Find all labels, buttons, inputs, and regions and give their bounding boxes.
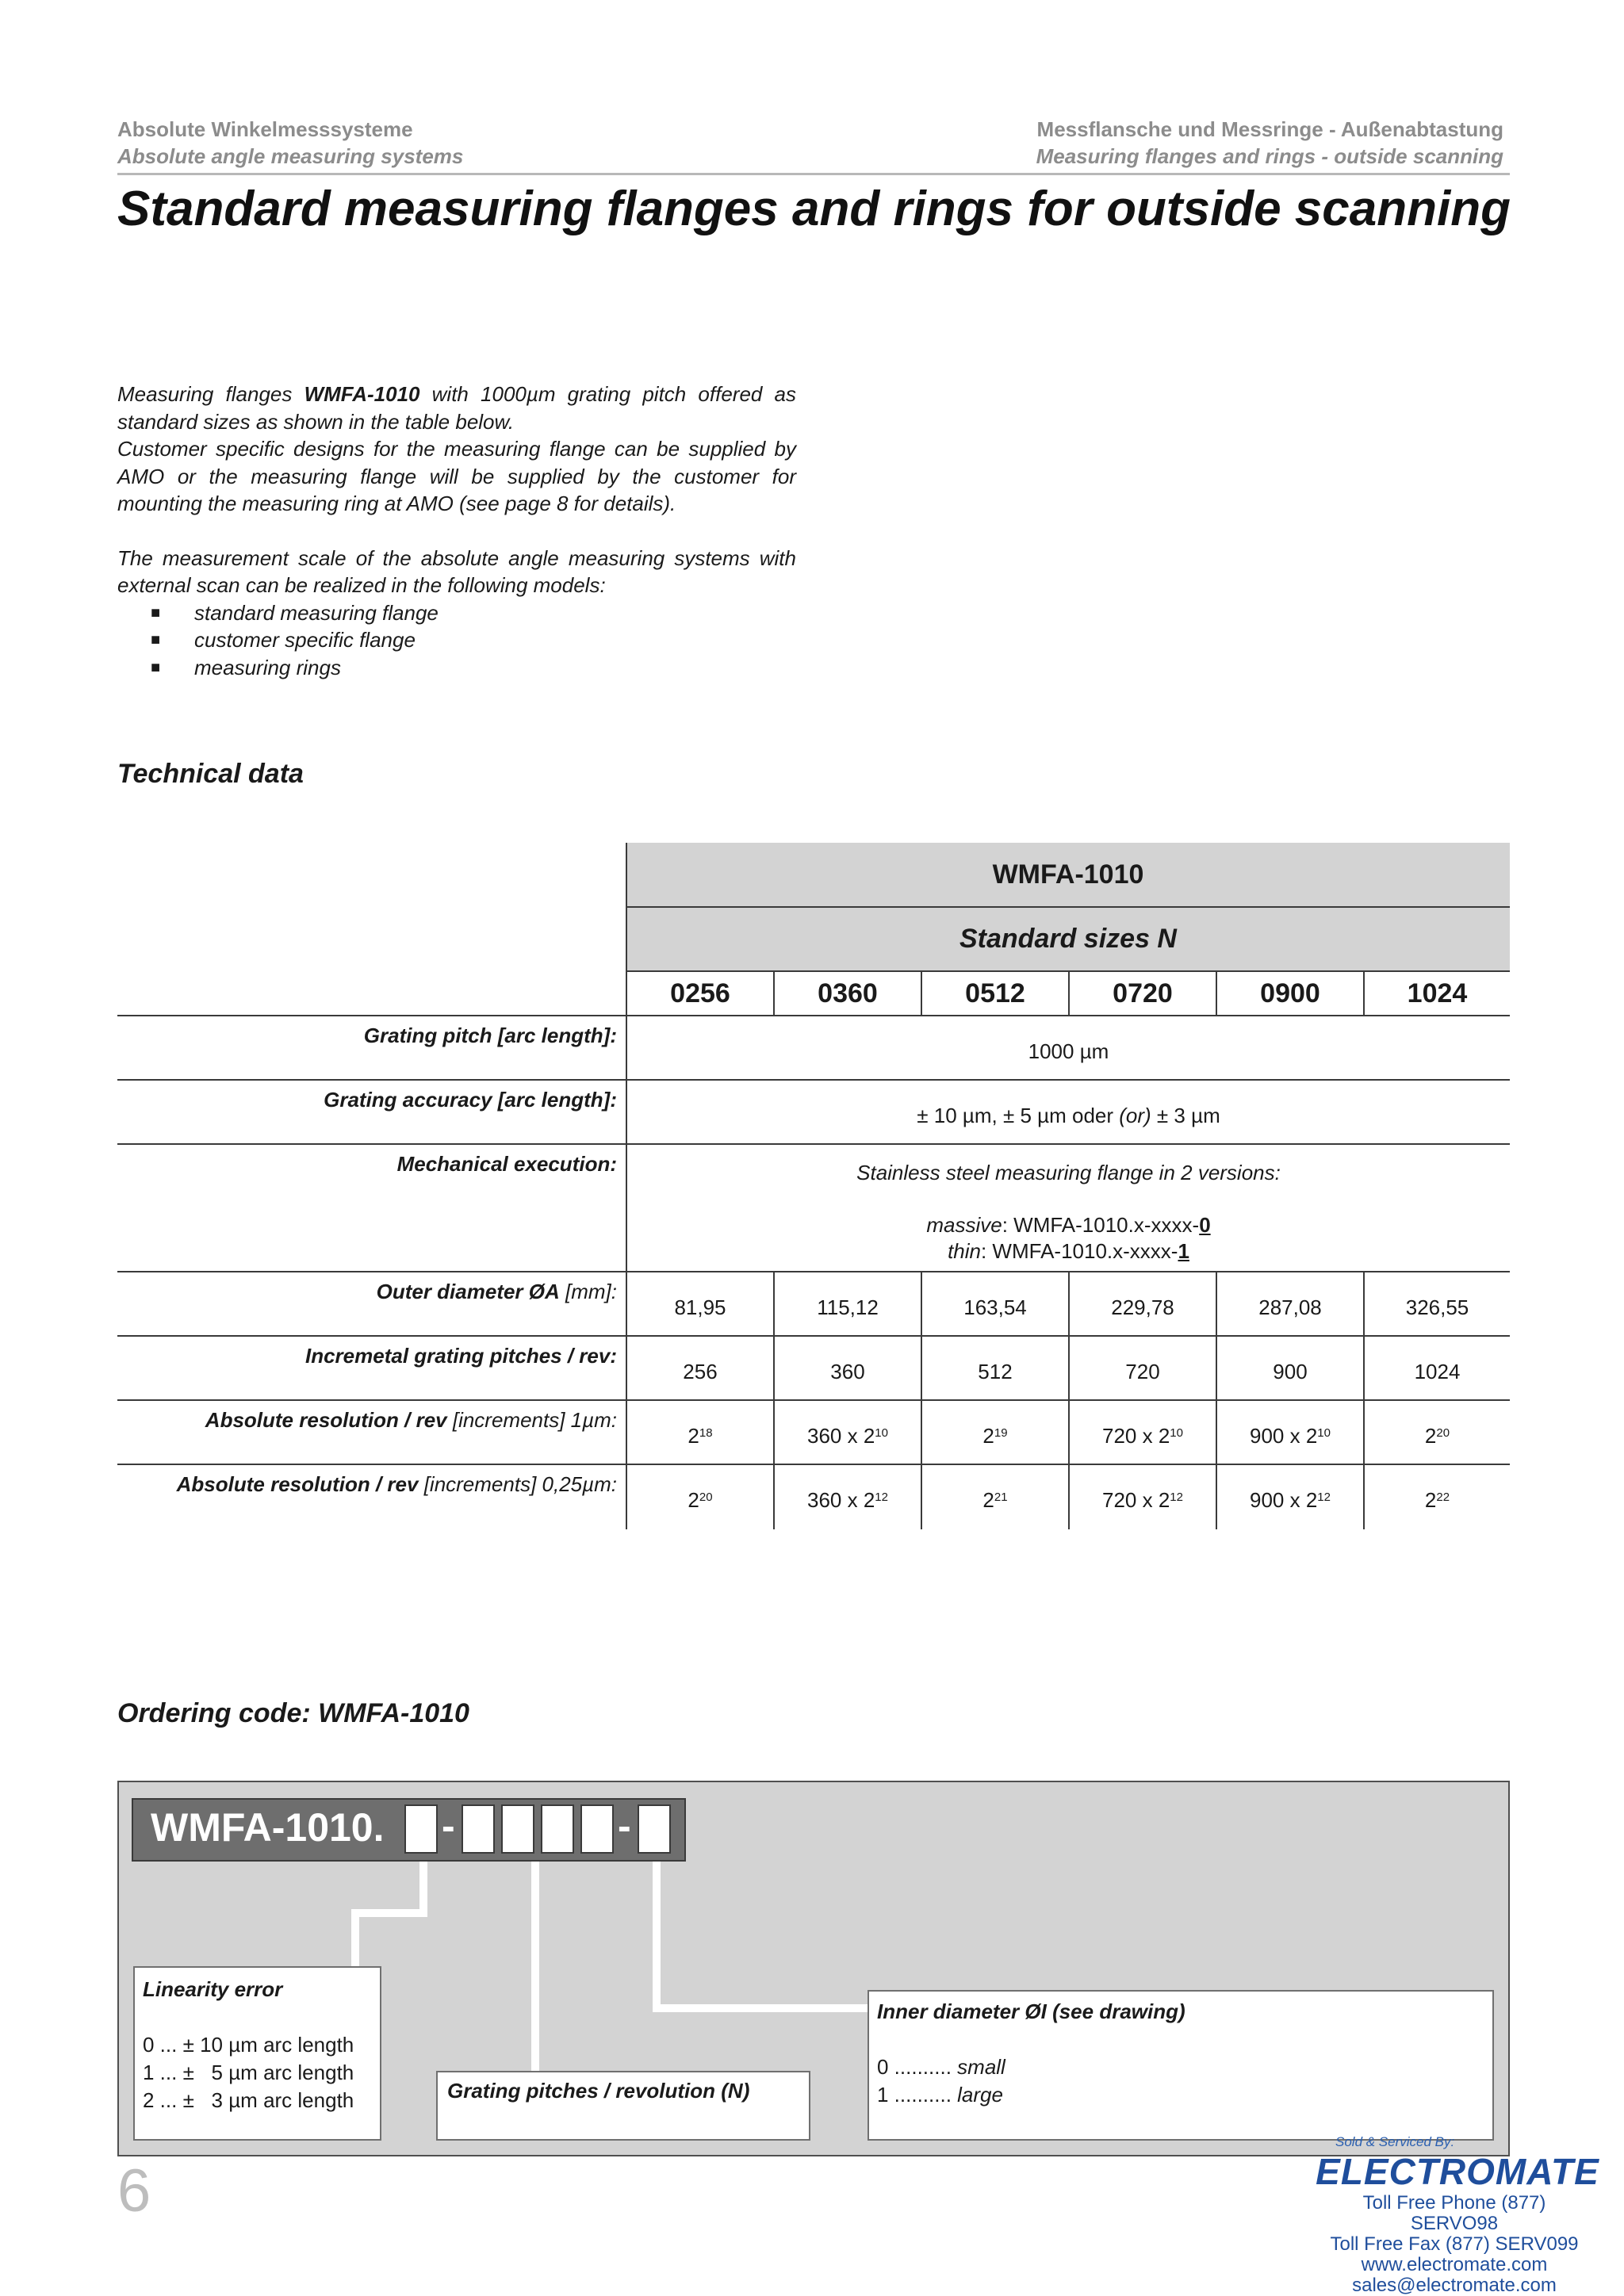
accuracy-or: (or) xyxy=(1119,1104,1151,1127)
accuracy-a: ± 10 µm, ± 5 µm oder xyxy=(917,1104,1120,1127)
od-label: Outer diameter ØA xyxy=(376,1280,560,1303)
abs1-exp: 18 xyxy=(699,1426,713,1440)
header-divider xyxy=(117,173,1510,175)
website-link[interactable]: www.electromate.com xyxy=(1361,2254,1548,2275)
size-header: 0720 xyxy=(1113,978,1173,1008)
abs1-value xyxy=(922,1401,1068,1464)
abs1-base: 2 xyxy=(1424,1424,1437,1448)
row-label-abs-025um xyxy=(117,1472,617,1497)
abs1-label-rest: [increments] 1µm: xyxy=(446,1408,617,1432)
od-value: 229,78 xyxy=(1111,1295,1174,1319)
abs1-value xyxy=(627,1401,773,1464)
abs1-base: 360 x 2 xyxy=(807,1424,875,1448)
header-left-de: Absolute Winkelmesssysteme xyxy=(117,117,413,141)
code-dash: - xyxy=(618,1804,631,1848)
header-left xyxy=(117,116,463,170)
sold-by-text: Sold & Serviced By: xyxy=(1335,2134,1455,2149)
mech-massive xyxy=(627,1212,1510,1238)
pitch-value: 1000 µm xyxy=(1028,1039,1109,1063)
mech-thin-digit: 1 xyxy=(1178,1239,1189,1263)
abs2-value xyxy=(627,1465,773,1528)
electromate-logo xyxy=(1316,2134,1599,2296)
code-slot-pitch-2 xyxy=(501,1804,534,1854)
mech-thin-label: thin xyxy=(948,1239,981,1263)
abs2-label: Absolute resolution / rev xyxy=(176,1472,419,1496)
connector-line xyxy=(351,1909,359,1966)
intro-p1-start: Measuring flanges xyxy=(117,382,304,406)
toll-free-phone: Toll Free Phone (877) SERVO98 xyxy=(1362,2192,1546,2234)
page-title: Standard measuring flanges and rings for outside scanning xyxy=(117,182,1511,236)
size-header: 0256 xyxy=(670,978,730,1008)
row-label-outer-diameter xyxy=(117,1280,617,1304)
connector-line xyxy=(653,1862,661,2012)
email-link[interactable]: sales@electromate.com xyxy=(1352,2275,1557,2296)
abs1-exp: 10 xyxy=(1317,1426,1331,1440)
abs1-base: 2 xyxy=(688,1424,699,1448)
abs2-value xyxy=(1217,1465,1363,1528)
abs2-base: 900 x 2 xyxy=(1250,1488,1318,1512)
abs1-base: 720 x 2 xyxy=(1102,1424,1170,1448)
abs1-label: Absolute resolution / rev xyxy=(205,1408,447,1432)
inner-large-num: 1 .......... xyxy=(877,2083,958,2107)
model-list xyxy=(117,599,796,682)
abs1-value xyxy=(775,1401,921,1464)
connector-line xyxy=(653,2004,868,2012)
inner-small-num: 0 .......... xyxy=(877,2055,958,2079)
code-slot-pitch-4 xyxy=(580,1804,614,1854)
abs1-exp: 19 xyxy=(994,1426,1008,1440)
intro-paragraph-3: The measurement scale of the absolute angle measuring systems with external scan can be realized in the following models: xyxy=(117,545,796,597)
abs2-exp: 20 xyxy=(699,1490,713,1504)
table-product-header: WMFA-1010 xyxy=(992,859,1144,890)
row-label-grating-pitch: Grating pitch [arc length]: xyxy=(363,1024,617,1047)
row-label-grating-accuracy: Grating accuracy [arc length]: xyxy=(324,1088,617,1112)
code-dash: - xyxy=(442,1804,455,1848)
brand-row xyxy=(1316,2150,1599,2193)
ordering-code-prefix: WMFA-1010. xyxy=(151,1805,385,1850)
abs2-base: 2 xyxy=(982,1488,994,1512)
abs1-value xyxy=(1070,1401,1216,1464)
code-slot-pitch-3 xyxy=(541,1804,574,1854)
linearity-error-box xyxy=(133,1966,381,2141)
inner-large-word: large xyxy=(957,2083,1003,2107)
technical-data-table xyxy=(117,843,1510,1533)
page-number: 6 xyxy=(117,2157,151,2225)
abs2-base: 360 x 2 xyxy=(807,1488,875,1512)
accuracy-value xyxy=(627,1081,1510,1143)
mech-line-1: Stainless steel measuring flange in 2 versions: xyxy=(856,1161,1281,1184)
mech-gap xyxy=(627,1186,1510,1212)
intro-text xyxy=(117,381,796,681)
abs1-value xyxy=(1217,1401,1363,1464)
inc-value: 720 xyxy=(1125,1360,1160,1383)
linearity-option: 1 ... ± 5 µm arc length xyxy=(143,2061,354,2084)
abs2-exp: 22 xyxy=(1436,1490,1450,1504)
inner-diameter-title: Inner diameter ØI (see drawing) xyxy=(877,1999,1185,2023)
grating-pitches-title: Grating pitches / revolution (N) xyxy=(447,2079,750,2103)
size-header: 0900 xyxy=(1260,978,1320,1008)
row-label-incremental: Incremetal grating pitches / rev: xyxy=(304,1344,617,1368)
row-label-abs-1um xyxy=(117,1408,617,1433)
toll-free-fax: Toll Free Fax (877) SERV099 xyxy=(1330,2233,1579,2255)
inc-value: 900 xyxy=(1273,1360,1308,1383)
abs1-base: 900 x 2 xyxy=(1250,1424,1318,1448)
connector-line xyxy=(531,1862,539,2072)
abs2-base: 2 xyxy=(688,1488,699,1512)
abs2-value xyxy=(922,1465,1068,1528)
grating-pitches-box xyxy=(436,2071,810,2141)
abs2-value xyxy=(1070,1465,1216,1528)
abs2-base: 720 x 2 xyxy=(1102,1488,1170,1512)
intro-paragraph-2: Customer specific designs for the measuring flange can be supplied by AMO or the measuring flange will be supplied by the customer for mounting the measuring ring at AMO (see page 8 for details). xyxy=(117,437,796,515)
linearity-option: 0 ... ± 10 µm arc length xyxy=(143,2033,354,2057)
connector-line xyxy=(351,1909,427,1917)
code-slot-linearity xyxy=(404,1804,438,1854)
abs2-label-rest: [increments] 0,25µm: xyxy=(418,1472,617,1496)
abs1-value xyxy=(1365,1401,1510,1464)
code-slot-inner xyxy=(638,1804,671,1854)
abs2-value xyxy=(1365,1465,1510,1528)
row-label-mechanical: Mechanical execution: xyxy=(396,1152,617,1176)
abs2-base: 2 xyxy=(1424,1488,1437,1512)
mechanical-value xyxy=(627,1160,1510,1265)
abs1-exp: 10 xyxy=(875,1426,888,1440)
mech-massive-digit: 0 xyxy=(1199,1213,1211,1237)
header-left-en: Absolute angle measuring systems xyxy=(117,144,464,168)
abs1-exp: 20 xyxy=(1436,1426,1450,1440)
intro-product-name: WMFA-1010 xyxy=(304,382,420,406)
intro-gap xyxy=(117,518,796,545)
table-sizes-header: Standard sizes N xyxy=(959,924,1177,954)
list-item: ■ measuring rings xyxy=(117,654,796,682)
abs2-exp: 12 xyxy=(1317,1490,1331,1504)
size-header: 0512 xyxy=(965,978,1025,1008)
linearity-option: 2 ... ± 3 µm arc length xyxy=(143,2088,354,2112)
linearity-title: Linearity error xyxy=(143,1977,283,2001)
mech-thin xyxy=(627,1238,1510,1265)
inner-gap xyxy=(877,2026,1484,2053)
technical-data-heading: Technical data xyxy=(117,759,304,789)
inc-value: 360 xyxy=(830,1360,865,1383)
inc-value: 1024 xyxy=(1414,1360,1461,1383)
abs2-exp: 12 xyxy=(875,1490,888,1504)
od-value: 326,55 xyxy=(1405,1295,1469,1319)
intro-p1-end: with 1000µm grating pitch offered as standard sizes as shown in the table below. xyxy=(117,382,796,434)
inner-option-small xyxy=(877,2053,1484,2081)
od-value: 81,95 xyxy=(674,1295,726,1319)
code-slot-pitch-1 xyxy=(462,1804,495,1854)
od-value: 287,08 xyxy=(1258,1295,1322,1319)
header-right-de: Messflansche und Messringe - Außenabtastung xyxy=(1036,117,1503,141)
ordering-code-heading: Ordering code: WMFA-1010 xyxy=(117,1698,469,1728)
inner-small-word: small xyxy=(957,2055,1005,2079)
inc-value: 512 xyxy=(978,1360,1013,1383)
inner-diameter-box xyxy=(868,1990,1494,2141)
od-value: 163,54 xyxy=(963,1295,1027,1319)
abs1-base: 2 xyxy=(982,1424,994,1448)
inc-value: 256 xyxy=(683,1360,718,1383)
list-item: ■ standard measuring flange xyxy=(117,599,796,627)
inner-option-large xyxy=(877,2081,1484,2109)
mech-massive-label: massive xyxy=(926,1213,1002,1237)
od-unit: [mm]: xyxy=(559,1280,617,1303)
abs1-exp: 10 xyxy=(1170,1426,1183,1440)
intro-paragraph-1 xyxy=(117,381,796,435)
accuracy-b: ± 3 µm xyxy=(1151,1104,1220,1127)
header-right xyxy=(1036,116,1503,170)
table-divider xyxy=(117,1143,1510,1145)
brand-name: ELECTROMATE xyxy=(1316,2151,1599,2192)
linearity-gap xyxy=(143,2003,372,2031)
size-header: 0360 xyxy=(818,978,878,1008)
mech-massive-code: : WMFA-1010.x-xxxx- xyxy=(1002,1213,1200,1237)
abs2-value xyxy=(775,1465,921,1528)
abs2-exp: 12 xyxy=(1170,1490,1183,1504)
mech-thin-code: : WMFA-1010.x-xxxx- xyxy=(980,1239,1178,1263)
size-header: 1024 xyxy=(1407,978,1468,1008)
list-item: ■ customer specific flange xyxy=(117,626,796,654)
header-right-en: Measuring flanges and rings - outside scanning xyxy=(1036,144,1503,168)
abs2-exp: 21 xyxy=(994,1490,1008,1504)
od-value: 115,12 xyxy=(817,1295,879,1319)
